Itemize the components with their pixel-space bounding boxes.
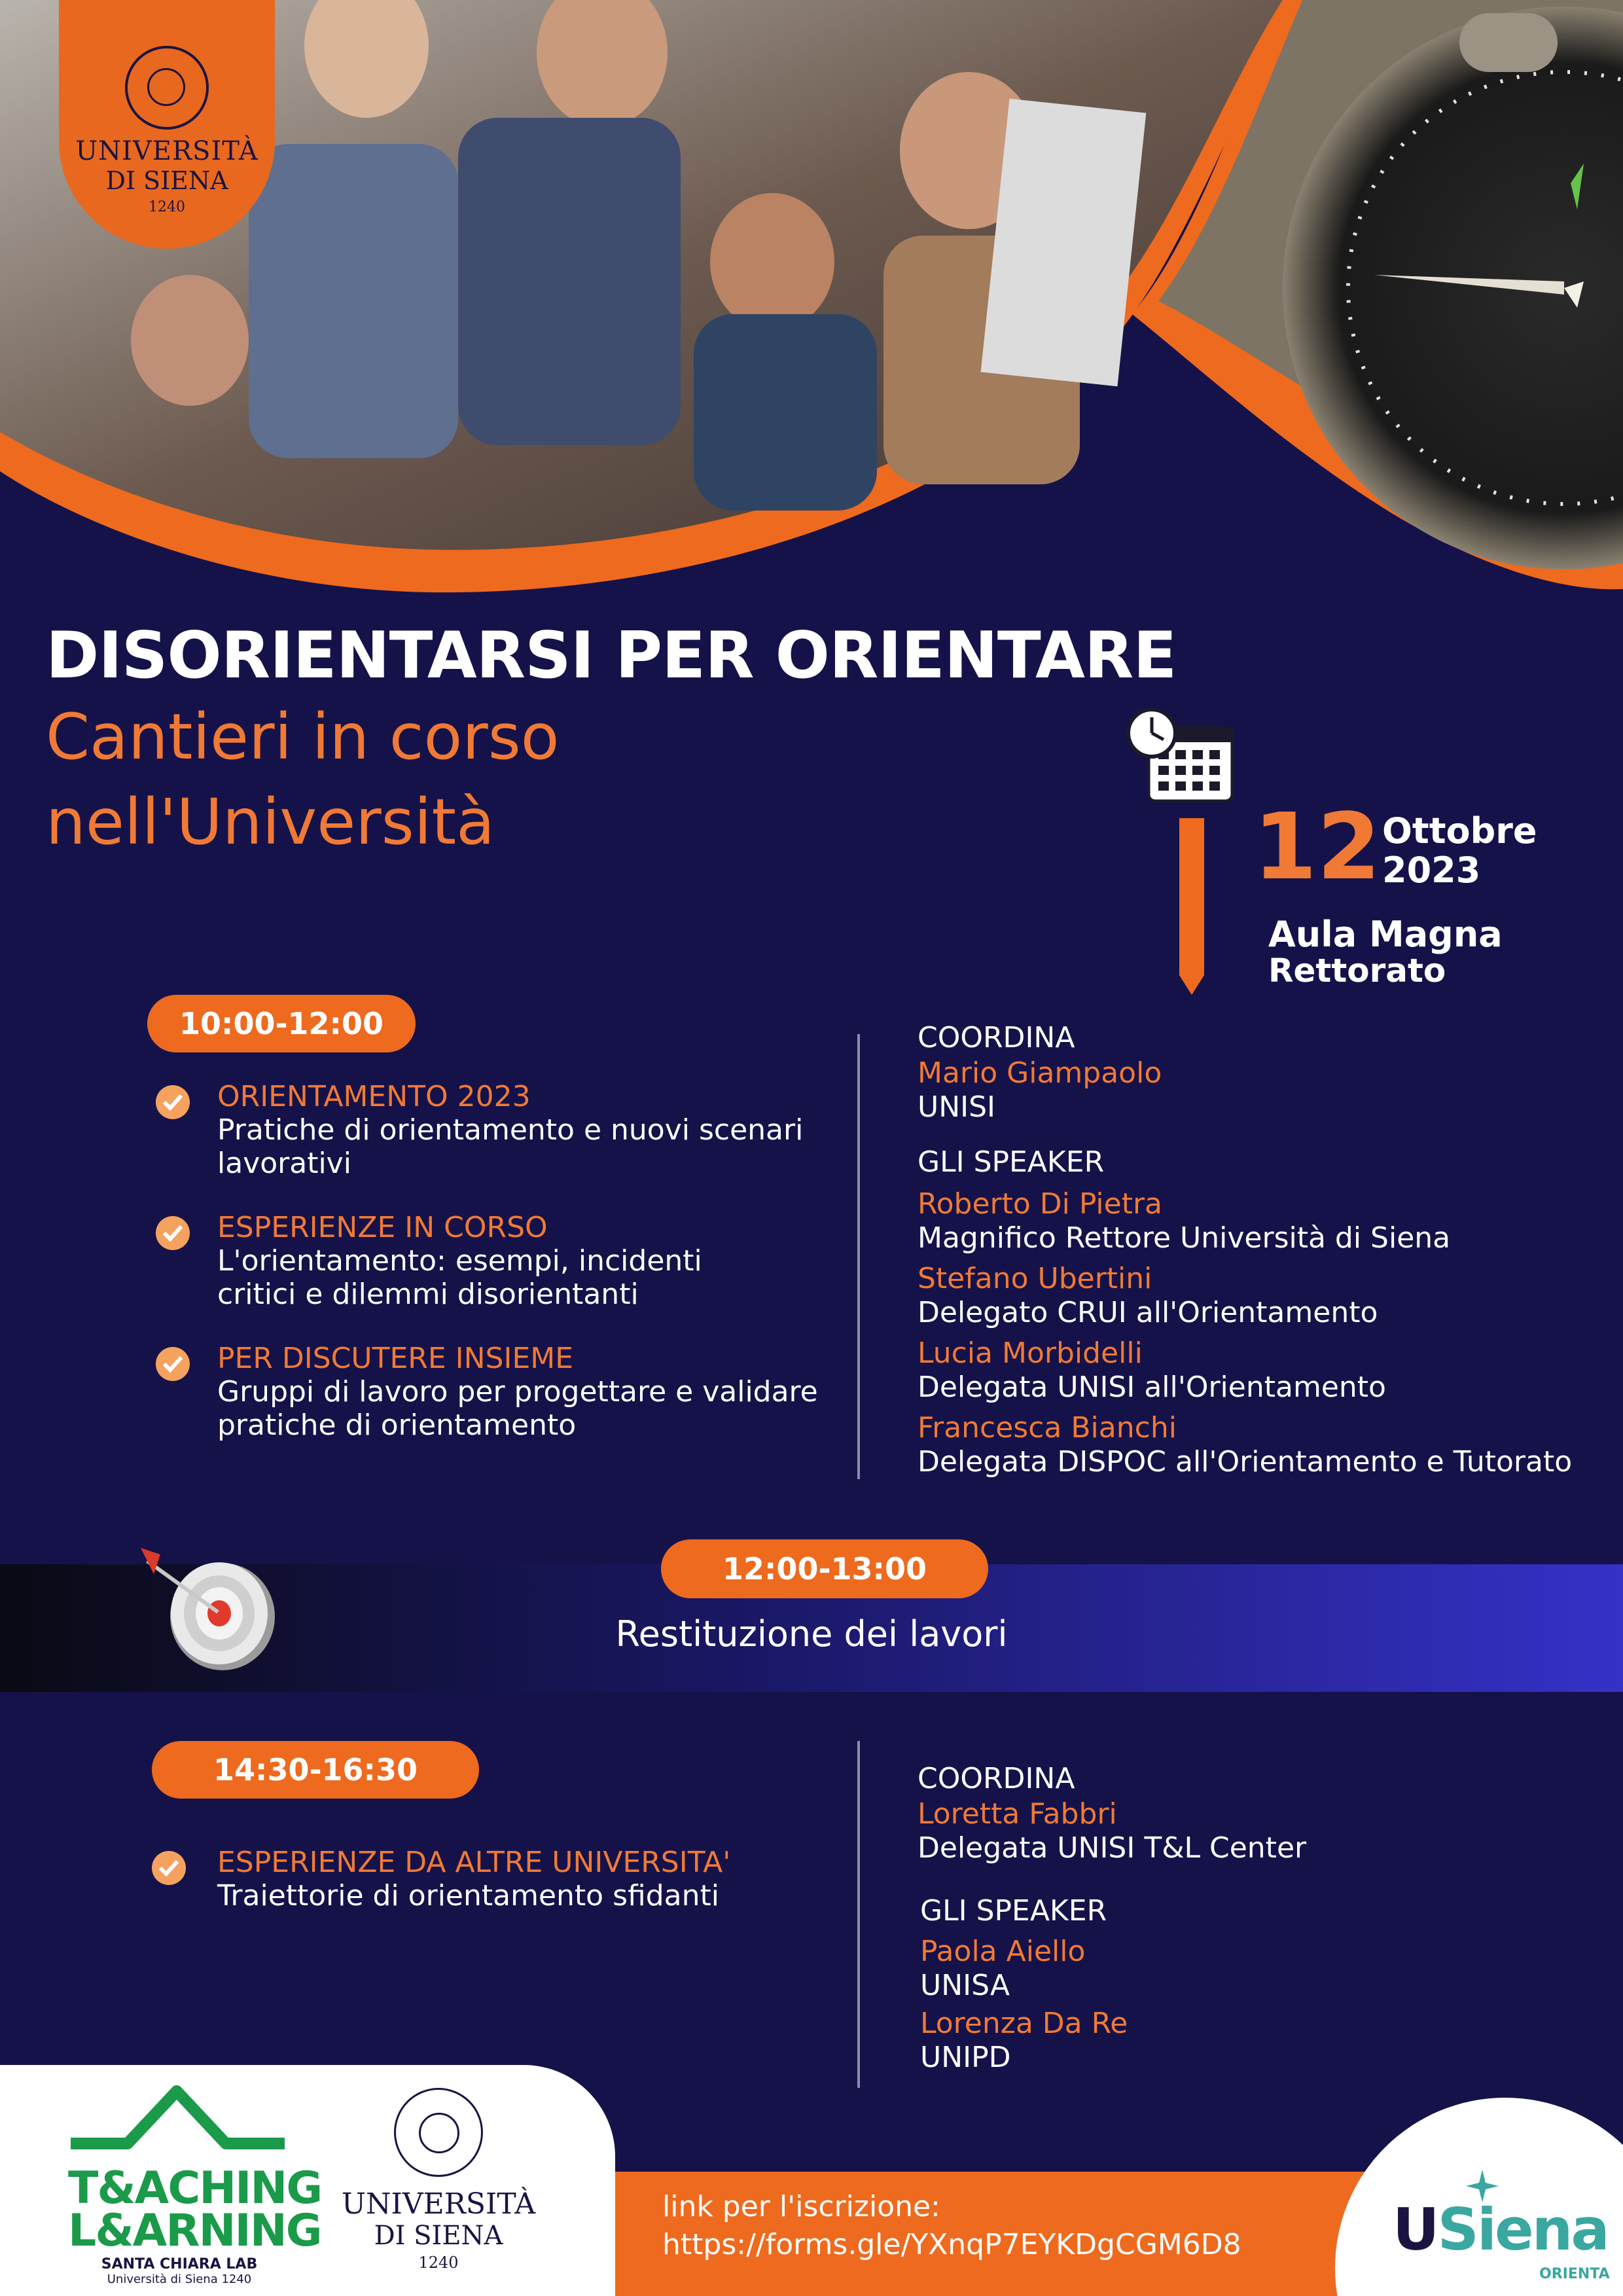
university-seal-icon [394,2088,483,2177]
afternoon-speakers-label: GLI SPEAKER [920,1894,1107,1928]
afternoon-item-1-head: ESPERIENZE DA ALTRE UNIVERSITA' [217,1846,731,1879]
afternoon-coord-role: Delegata UNISI T&L Center [918,1831,1307,1865]
event-place-line2: Rettorato [1268,951,1446,990]
logo-university: UNIVERSITÀ [75,136,259,166]
afternoon-time-pill: 14:30-16:30 [152,1741,479,1799]
event-month-year [1382,812,1537,891]
morning-item-3-desc2: pratiche di orientamento [217,1408,577,1443]
university-logo-footer [340,2088,537,2272]
check-icon [152,1851,186,1885]
tl-line2: L&ARNING [68,2204,321,2257]
afternoon-item-1-desc1: Traiettorie di orientamento sfidanti [217,1879,719,1912]
tl-line1: T&ACHING [68,2162,322,2214]
speaker-role: UNISA [920,1969,1010,2002]
morning-coord-name: Mario Giampaolo [918,1056,1162,1090]
registration-label: link per l'iscrizione: [662,2190,940,2223]
event-day: 12 [1253,794,1381,901]
calendar-clock-icon [1126,707,1237,805]
morning-item-3-desc1: Gruppi di lavoro per progettare e validare [217,1375,818,1408]
person-5 [131,275,249,406]
date-marker [1179,818,1204,995]
morning-coord-role: UNISI [918,1090,996,1124]
usiena-orienta: ORIENTA [1539,2266,1610,2282]
teaching-learning-logo [68,2162,322,2257]
morning-coord-label: COORDINA [918,1021,1075,1054]
event-place [1268,916,1503,988]
speaker-role: Delegata DISPOC all'Orientamento e Tutorato [918,1445,1573,1479]
check-icon [156,1085,190,1119]
morning-item-1 [157,1080,877,1181]
morning-item-1-head: ORIENTAMENTO 2023 [217,1080,531,1113]
speaker-role: Delegato CRUI all'Orientamento [918,1296,1378,1329]
speaker-name: Paola Aiello [920,1935,1086,1968]
event-year: 2023 [1382,850,1481,891]
tl-sub1: SANTA CHIARA LAB [101,2256,258,2272]
footer-year: 1240 [418,2253,459,2272]
check-icon [156,1216,190,1250]
usiena-orienta-logo [1393,2196,1608,2263]
midday-time-pill: 12:00-13:00 [661,1539,988,1598]
event-month: Ottobre [1382,810,1537,852]
morning-item-1-desc2: lavorativi [217,1147,351,1181]
footer-siena: DI SIENA [374,2221,503,2251]
morning-item-2-head: ESPERIENZE IN CORSO [217,1211,548,1244]
person-3 [710,193,834,331]
registration-link[interactable]: https://forms.gle/YXnqP7EYKDgCGM6D8 [662,2228,1241,2261]
usiena-u: U [1393,2196,1438,2263]
speaker-name: Francesca Bianchi [918,1411,1177,1444]
afternoon-item-1 [157,1846,877,1912]
speaker-name: Stefano Ubertini [918,1262,1152,1295]
morning-speakers-label: GLI SPEAKER [918,1145,1105,1179]
event-place-line1: Aula Magna [1268,914,1503,955]
event-subtitle-line1: Cantieri in corso [46,700,560,774]
tl-sub2: Università di Siena 1240 [107,2272,252,2286]
speaker-role: Delegata UNISI all'Orientamento [918,1371,1386,1404]
logo-siena: DI SIENA [105,166,228,195]
check-icon [156,1347,190,1381]
afternoon-divider [857,1741,860,2088]
morning-item-2 [157,1211,877,1312]
university-logo [59,0,275,249]
usiena-siena: Siena [1437,2196,1608,2263]
event-subtitle-line2: nell'Università [46,785,495,859]
morning-item-3 [157,1342,877,1443]
speaker-name: Lorenza Da Re [920,2007,1128,2040]
morning-item-1-desc1: Pratiche di orientamento e nuovi scenari [217,1113,804,1147]
morning-item-2-desc1: L'orientamento: esempi, incidenti [217,1244,702,1278]
speaker-name: Lucia Morbidelli [918,1336,1143,1370]
university-seal-icon [125,46,209,130]
speaker-role: Magnifico Rettore Università di Siena [918,1221,1451,1255]
speaker-role: UNIPD [920,2041,1011,2074]
morning-divider [857,1034,860,1479]
event-title: DISORIENTARSI PER ORIENTARE [46,619,1177,693]
afternoon-coord-name: Loretta Fabbri [918,1797,1117,1831]
morning-item-2-desc2: critici e dilemmi disorientanti [217,1278,639,1312]
morning-item-3-head: PER DISCUTERE INSIEME [217,1342,574,1375]
speaker-name: Roberto Di Pietra [918,1187,1163,1221]
midday-label: Restituzione dei lavori [615,1613,1008,1655]
logo-year: 1240 [149,199,185,215]
afternoon-coord-label: COORDINA [918,1762,1075,1795]
morning-time-pill: 10:00-12:00 [147,995,416,1052]
footer-university: UNIVERSITÀ [341,2187,536,2221]
